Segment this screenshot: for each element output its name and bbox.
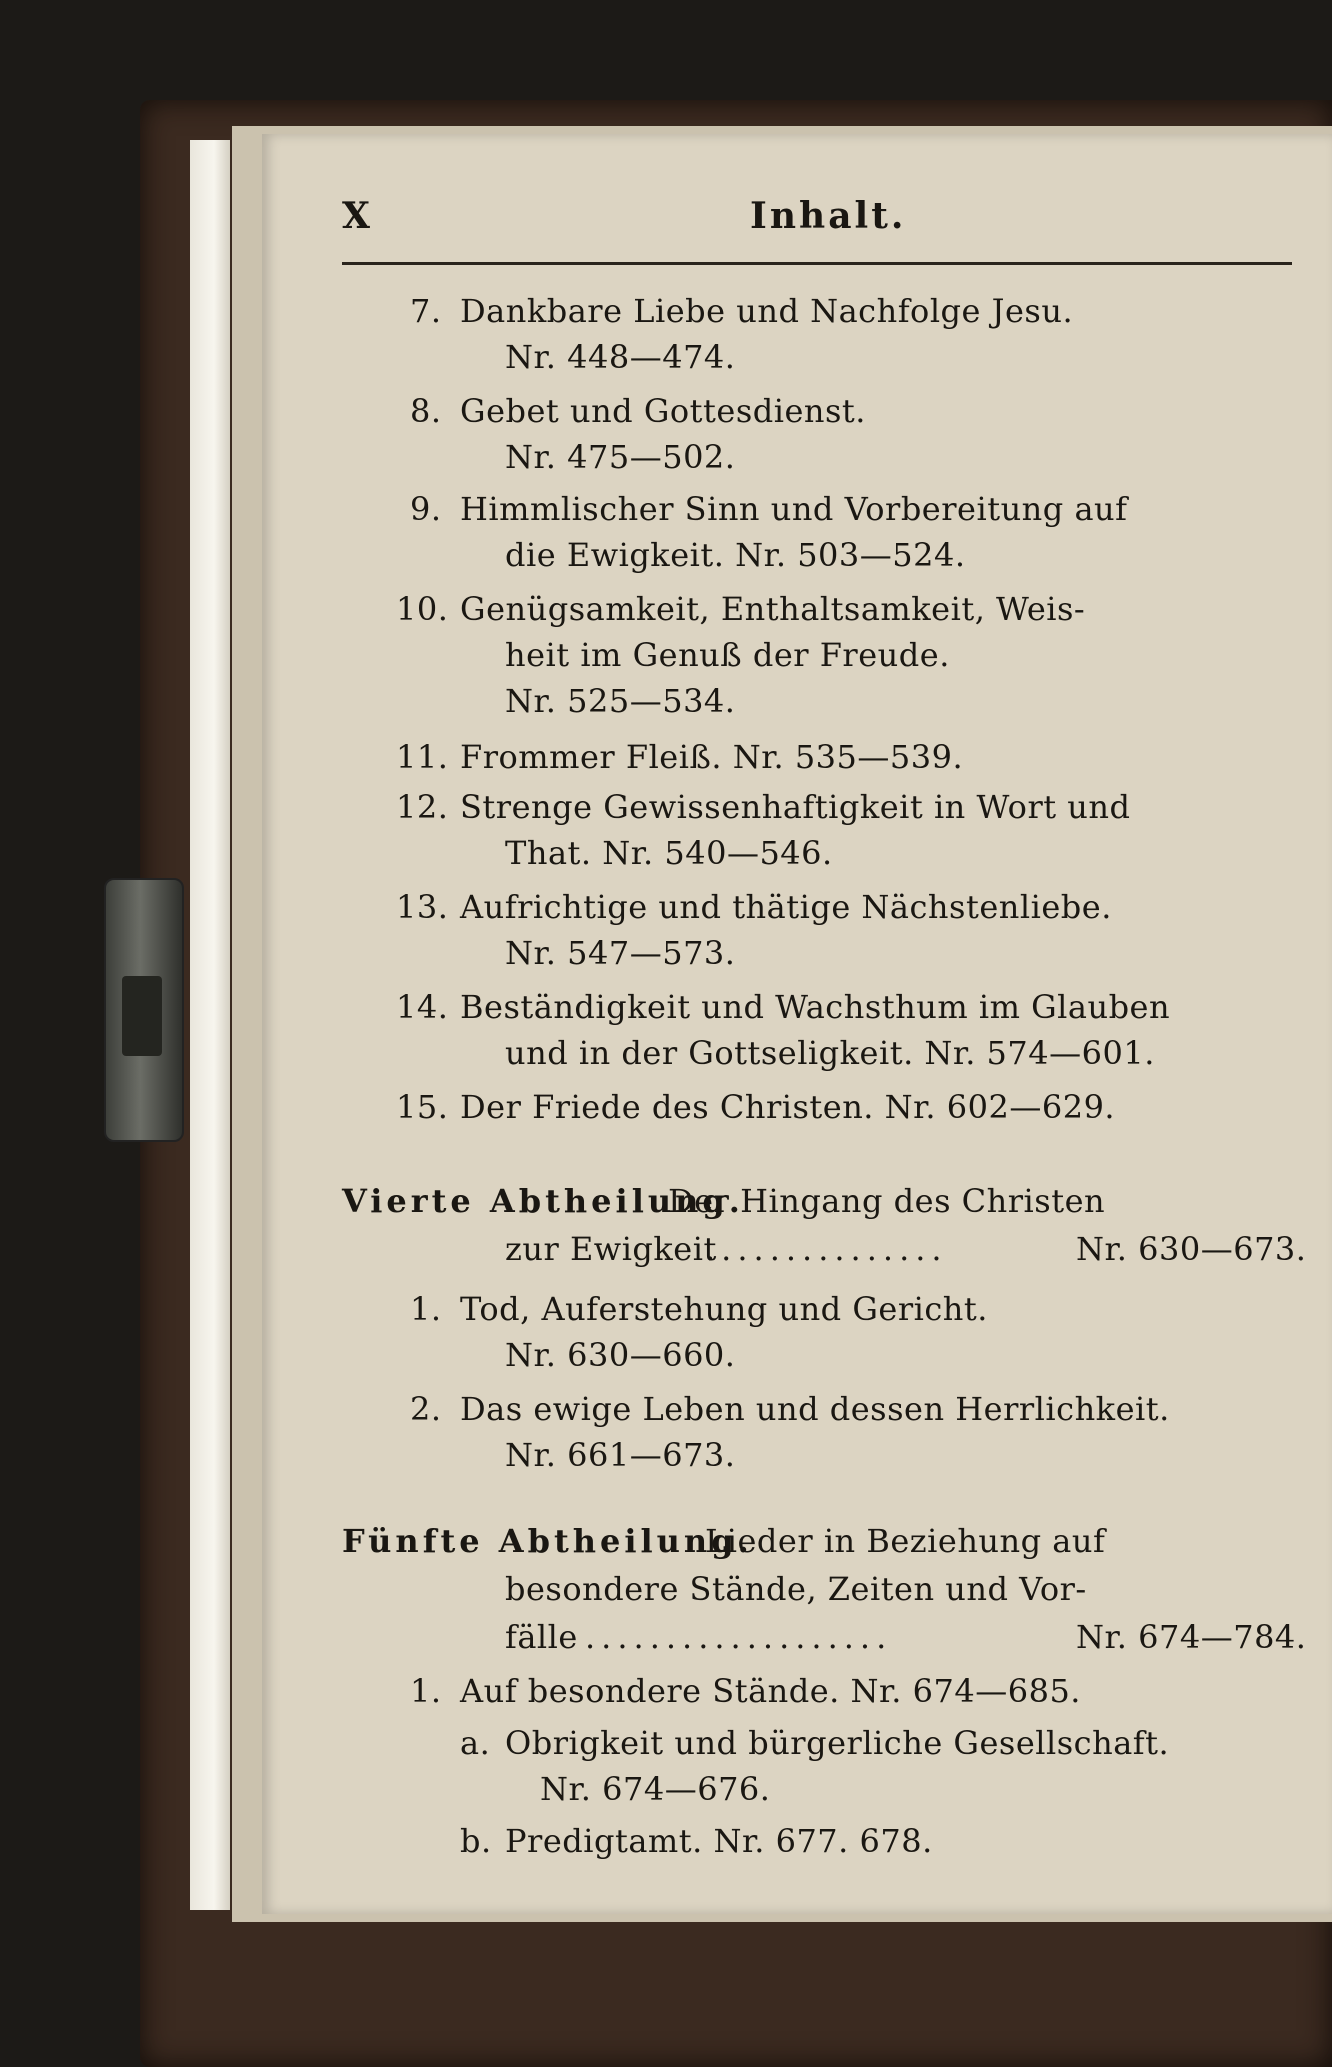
entry-number: 12.: [396, 788, 449, 826]
entry-number: 14.: [396, 988, 449, 1026]
entry-number: 15.: [396, 1088, 449, 1126]
sub-title: Das ewige Leben und dessen Herrlichkeit.: [460, 1390, 1170, 1428]
entry-title: Genügsamkeit, Enthaltsamkeit, Weis-: [460, 590, 1086, 628]
entry-range: Nr. 525—534.: [505, 682, 736, 720]
sub-title: Obrigkeit und bürgerliche Gesellschaft.: [505, 1724, 1170, 1762]
section-label: Vierte Abtheilung.: [342, 1182, 744, 1220]
entry-title: Dankbare Liebe und Nachfolge Jesu.: [460, 292, 1074, 330]
leader-dots: ...................: [585, 1618, 893, 1656]
sub-number: 1.: [410, 1290, 442, 1328]
section-title-cont: fälle: [505, 1618, 578, 1656]
entry-title: Aufrichtige und thätige Nächstenliebe.: [460, 888, 1112, 926]
section-title-cont: besondere Stände, Zeiten und Vor-: [505, 1570, 1087, 1608]
entry-title-cont: die Ewigkeit. Nr. 503—524.: [505, 536, 966, 574]
entry-number: 9.: [410, 490, 442, 528]
section-title: Der Hingang des Christen: [668, 1182, 1106, 1220]
sub-number: 1.: [410, 1672, 442, 1710]
entry-number: 13.: [396, 888, 449, 926]
entry-title: Gebet und Gottesdienst.: [460, 392, 866, 430]
sub-letter: a.: [460, 1724, 491, 1762]
leader-dots: ...............: [705, 1230, 948, 1268]
section-label: Fünfte Abtheilung.: [342, 1522, 753, 1560]
page-edges: [190, 140, 230, 1910]
entry-title: Frommer Fleiß. Nr. 535—539.: [460, 738, 964, 776]
entry-range: Nr. 448—474.: [505, 338, 736, 376]
entry-range: Nr. 475—502.: [505, 438, 736, 476]
entry-number: 8.: [410, 392, 442, 430]
sub-range: Nr. 674—676.: [540, 1770, 771, 1808]
entry-range: Nr. 547—573.: [505, 934, 736, 972]
sub-letter: b.: [460, 1822, 492, 1860]
page-number: X: [342, 195, 371, 237]
header-rule: [342, 262, 1292, 265]
entry-number: 7.: [410, 292, 442, 330]
sub-range: Nr. 661—673.: [505, 1436, 736, 1474]
entry-title: Himmlischer Sinn und Vorbereitung auf: [460, 490, 1128, 528]
entry-title-cont: heit im Genuß der Freude.: [505, 636, 950, 674]
section-range: Nr. 630—673.: [1076, 1230, 1307, 1268]
sub-number: 2.: [410, 1390, 442, 1428]
section-title: Lieder in Beziehung auf: [705, 1522, 1106, 1560]
sub-title: Tod, Auferstehung und Gericht.: [460, 1290, 988, 1328]
sub-title: Predigtamt. Nr. 677. 678.: [505, 1822, 933, 1860]
sub-range: Nr. 630—660.: [505, 1336, 736, 1374]
page-title: Inhalt.: [750, 195, 907, 237]
entry-title-cont: That. Nr. 540—546.: [505, 834, 833, 872]
entry-title: Beständigkeit und Wachsthum im Glauben: [460, 988, 1171, 1026]
entry-number: 10.: [396, 590, 449, 628]
sub-title: Auf besondere Stände. Nr. 674—685.: [460, 1672, 1081, 1710]
section-range: Nr. 674—784.: [1076, 1618, 1307, 1656]
entry-number: 11.: [396, 738, 449, 776]
entry-title: Strenge Gewissenhaftigkeit in Wort und: [460, 788, 1131, 826]
entry-title-cont: und in der Gottseligkeit. Nr. 574—601.: [505, 1034, 1155, 1072]
clasp-slot: [122, 976, 162, 1056]
section-title-cont: zur Ewigkeit: [505, 1230, 717, 1268]
book-clasp: [104, 878, 184, 1142]
entry-title: Der Friede des Christen. Nr. 602—629.: [460, 1088, 1116, 1126]
